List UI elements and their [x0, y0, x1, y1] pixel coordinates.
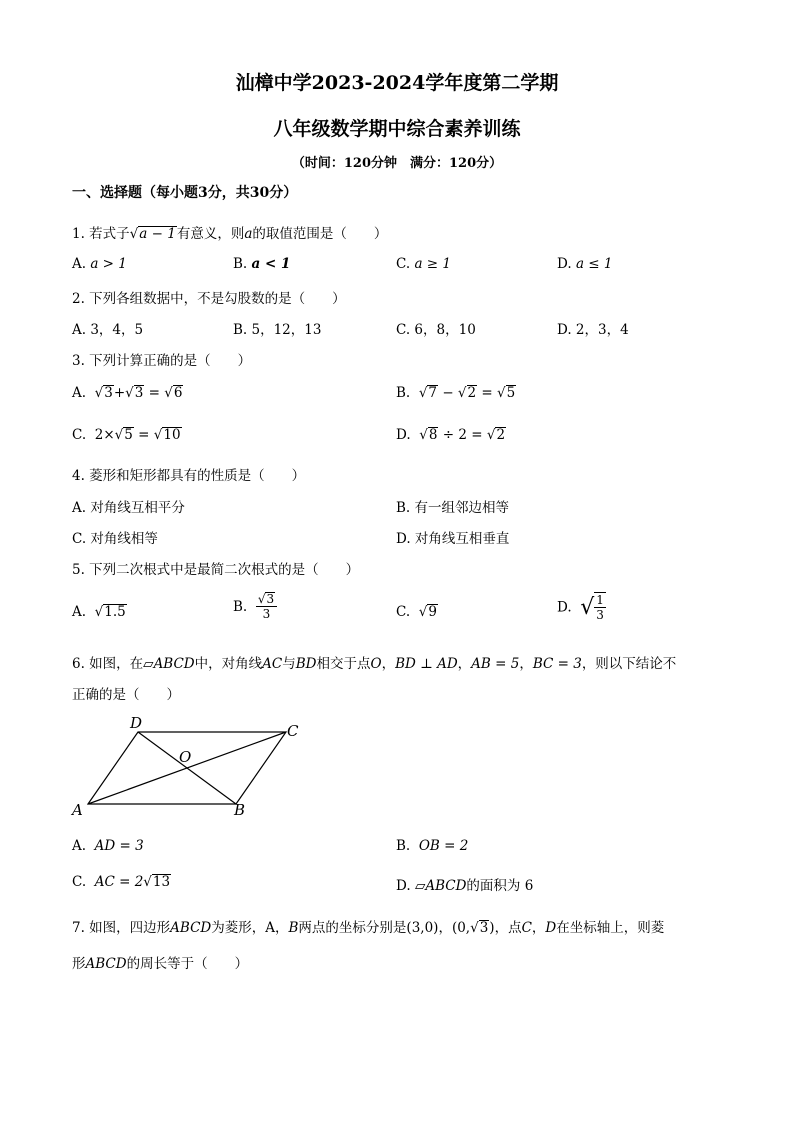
q2-option-c[interactable]: C. 6，8，10 [396, 322, 476, 338]
question-5: 5. 下列二次根式中是最简二次根式的是（ ） [72, 562, 360, 578]
q6-option-c[interactable]: C. AC = 2√13 [72, 874, 171, 890]
q5-option-d[interactable]: D. √ $\frac{1}{3}$ [557, 593, 604, 623]
question-7-cont: 形ABCD的周长等于（ ） [72, 956, 249, 972]
q4-option-b[interactable]: B. 有一组邻边相等 [396, 500, 510, 516]
q5-option-a[interactable]: A. √1.5 [72, 604, 126, 620]
exam-info: （时间：120分钟 满分：120分） [291, 156, 503, 171]
vertex-c: C [287, 722, 299, 740]
q3-option-a[interactable]: A. √3+√3 = √6 [72, 385, 183, 401]
section-heading: 一、选择题（每小题3分，共30分） [72, 185, 298, 201]
q3-option-c[interactable]: C. 2×√5 = √10 [72, 427, 181, 443]
q2-option-a[interactable]: A. 3，4，5 [72, 322, 144, 338]
q5-option-b[interactable]: B. $\frac{√3}{3}$ [233, 592, 277, 622]
q1-option-d[interactable]: D. a ≤ 1 [557, 256, 613, 272]
point-o: O [179, 748, 192, 766]
q1-option-a[interactable]: A. a > 1 [72, 256, 127, 272]
diagonal-bd [138, 732, 236, 804]
question-6: 6. 如图，在▱ABCD中，对角线AC与BD相交于点O，BD ⊥ AD，AB = 5，BC = 3，则以下结论不 [72, 656, 677, 672]
q2-option-b[interactable]: B. 5，12，13 [233, 322, 322, 338]
vertex-d: D [130, 714, 143, 732]
question-3: 3. 下列计算正确的是（ ） [72, 353, 252, 369]
vertex-b: B [234, 801, 246, 819]
question-6-cont: 正确的是（ ） [72, 687, 180, 703]
q4-option-d[interactable]: D. 对角线互相垂直 [396, 531, 510, 547]
parallelogram-figure [66, 712, 316, 824]
q3-option-d[interactable]: D. √8 ÷ 2 = √2 [396, 427, 506, 443]
q1-option-c[interactable]: C. a ≥ 1 [396, 256, 451, 272]
q4-option-c[interactable]: C. 对角线相等 [72, 531, 158, 547]
question-7: 7. 如图，四边形ABCD为菱形，A，B两点的坐标分别是(3,0)，(0,√3)，点C，D在坐标轴上，则菱 [72, 920, 665, 936]
q5-option-c[interactable]: C. √9 [396, 604, 437, 620]
q4-option-a[interactable]: A. 对角线互相平分 [72, 500, 185, 516]
exam-title: 汕樟中学2023-2024学年度第二学期 [235, 72, 559, 94]
question-1: 1. 若式子√a − 1有意义，则a的取值范围是（ ） [72, 226, 388, 242]
exam-subtitle: 八年级数学期中综合素养训练 [273, 118, 521, 140]
question-4: 4. 菱形和矩形都具有的性质是（ ） [72, 468, 306, 484]
q2-option-d[interactable]: D. 2，3，4 [557, 322, 629, 338]
question-2: 2. 下列各组数据中，不是勾股数的是（ ） [72, 291, 346, 307]
q1-option-b[interactable]: B. a < 1 [233, 256, 291, 272]
q3-option-b[interactable]: B. √7 − √2 = √5 [396, 385, 516, 401]
q6-option-d[interactable]: D. ▱ABCD的面积为 6 [396, 878, 534, 894]
vertex-a: A [72, 801, 83, 819]
q6-option-b[interactable]: B. OB = 2 [396, 838, 469, 854]
q6-option-a[interactable]: A. AD = 3 [72, 838, 144, 854]
